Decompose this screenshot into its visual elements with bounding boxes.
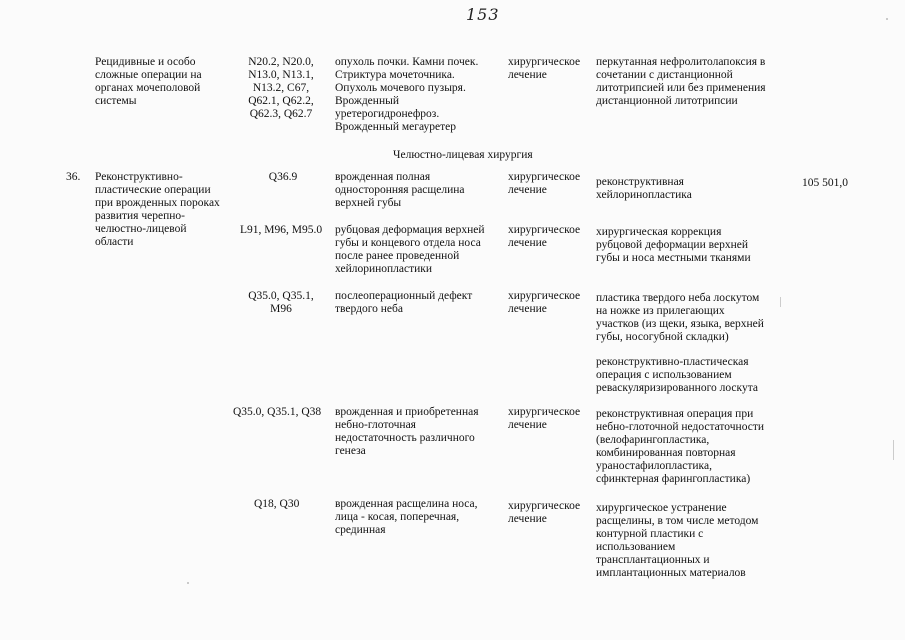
diagnosis-row-4: врожденная и приобретенная небно-глоточная недостаточность различного генеза bbox=[335, 406, 479, 457]
item-number: 36. bbox=[66, 171, 81, 183]
method-row-5: хирургическое устранение расщелины, в том числе методом контурной пластики с использованием трансплантационных и имплантационных материалов bbox=[596, 502, 759, 579]
treatment-row-5: хирургическое лечение bbox=[508, 500, 581, 525]
method-row-3: пластика твердого неба лоскутом на ножке из прилегающих участков (из щеки, языка, верхней губы, носогубной складки) bbox=[596, 292, 764, 343]
scan-speck bbox=[187, 582, 189, 584]
icd-codes-row-4: Q35.0, Q35.1, Q38 bbox=[233, 406, 322, 418]
diagnosis-row-2: рубцовая деформация верхней губы и концевого отдела носа после ранее проведенной хейлоринопластики bbox=[335, 224, 485, 275]
icd-codes-row-5: Q18, Q30 bbox=[254, 498, 300, 510]
group-name-maxillofacial: Реконструктивно- пластические операции при врожденных пороках развития черепно- челюстно-лицевой области bbox=[95, 171, 220, 248]
method-row-2: хирургическая коррекция рубцовой деформации верхней губы и носа местными тканями bbox=[596, 226, 751, 264]
treatment-row-3: хирургическое лечение bbox=[508, 290, 581, 315]
diagnosis-row-5: врожденная расщелина носа, лица - косая, поперечная, срединная bbox=[335, 498, 478, 536]
diagnosis-row-3: послеоперационный дефект твердого неба bbox=[335, 290, 473, 315]
method-row-1: реконструктивная хейлоринопластика bbox=[596, 176, 692, 201]
icd-codes-urology: N20.2, N20.0, N13.0, N13.1, N13.2, C67, Q62.1, Q62.2, Q62.3, Q62.7 bbox=[248, 56, 314, 120]
page-number: 153 bbox=[466, 5, 500, 24]
method-row-4: реконструктивная операция при небно-глоточной недостаточности (велофарингопластика, комбинированная повторная ураностафилопластика, сфинктерная фарингопластика) bbox=[596, 408, 765, 485]
diagnosis-urology: опухоль почки. Камни почек. Стриктура мочеточника. Опухоль мочевого пузыря. Врожденный уретерогидронефроз. Врожденный мегауретер bbox=[335, 56, 479, 133]
price: 105 501,0 bbox=[802, 177, 848, 189]
treatment-urology: хирургическое лечение bbox=[508, 56, 581, 81]
method-urology: перкутанная нефролитолапоксия в сочетании с дистанционной литотрипсией или без применения дистанционной литотрипсии bbox=[596, 56, 766, 107]
scan-mark bbox=[780, 297, 781, 307]
group-name-urology: Рецидивные и особо сложные операции на органах мочеполовой системы bbox=[95, 56, 202, 107]
scan-mark bbox=[893, 440, 894, 460]
treatment-row-1: хирургическое лечение bbox=[508, 171, 581, 196]
method-row-3-extra: реконструктивно-пластическая операция с использованием реваскуляризированного лоскута bbox=[596, 356, 758, 394]
treatment-row-2: хирургическое лечение bbox=[508, 224, 581, 249]
icd-codes-row-1: Q36.9 bbox=[268, 171, 298, 183]
treatment-row-4: хирургическое лечение bbox=[508, 406, 581, 431]
icd-codes-row-3: Q35.0, Q35.1, M96 bbox=[248, 290, 314, 315]
scan-speck bbox=[886, 18, 888, 20]
diagnosis-row-1: врожденная полная односторонняя расщелина верхней губы bbox=[335, 171, 465, 209]
icd-codes-row-2: L91, M96, M95.0 bbox=[240, 224, 323, 236]
section-heading: Челюстно-лицевая хирургия bbox=[393, 149, 533, 161]
